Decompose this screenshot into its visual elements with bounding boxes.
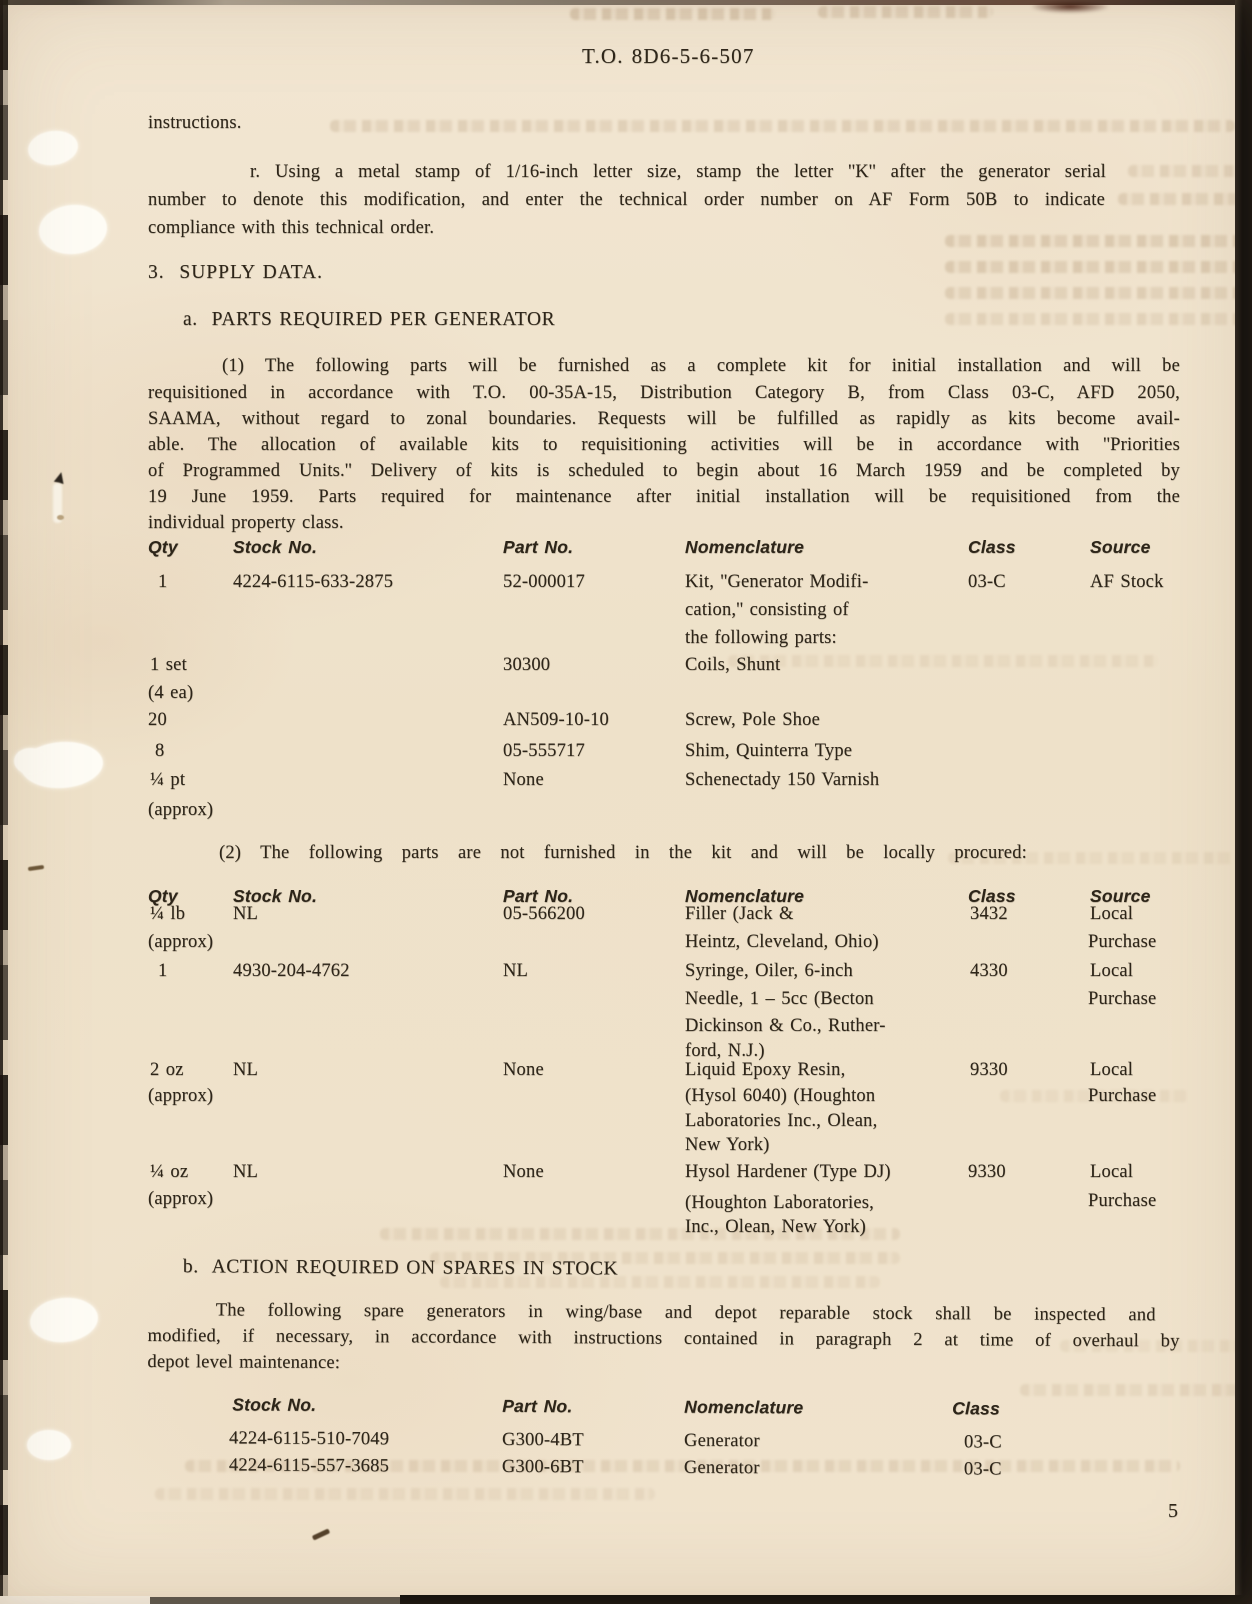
table3-header-part: Part No.: [502, 1395, 573, 1417]
table1-row2-nomen: Coils, Shunt: [685, 655, 781, 675]
table3-row1-part: G300-4BT: [501, 1429, 584, 1451]
table1-row1-nomen-3: the following parts:: [685, 628, 837, 648]
table2-row4-qty-2: (approx): [148, 1189, 214, 1209]
para-1-line-2: requisitioned in accordance with T.O. 00-35A-15, Distribution Category B, from Class 03-C, AFD 2050,: [148, 383, 1180, 403]
para-r-line-2: number to denote this modification, and enter the technical order number on AF Form 50B to indicate: [148, 190, 1105, 210]
table2-row4-part: None: [503, 1162, 544, 1182]
table1-row4-nomen: Shim, Quinterra Type: [685, 741, 853, 761]
table3-row1-class: 03-C: [963, 1432, 1002, 1453]
table2-row1-nomen-1: Filler (Jack &: [685, 904, 794, 924]
table1-row1-class: 03-C: [968, 572, 1006, 592]
table2-row1-class: 3432: [970, 904, 1008, 924]
table2-row2-class: 4330: [970, 961, 1008, 981]
table1-row1-stock: 4224-6115-633-2875: [233, 572, 394, 592]
table2-row1-source-1: Local: [1090, 904, 1134, 924]
table1-row2-qty-2: (4 ea): [148, 683, 194, 703]
instructions-fragment: instructions.: [148, 113, 242, 133]
table2-header-nomenclature: Nomenclature: [685, 886, 805, 906]
para-b-line-2: modified, if necessary, in accordance with instructions contained in paragraph 2 at time of overhaul by: [147, 1325, 1180, 1352]
table3-row2-stock: 4224-6115-557-3685: [228, 1455, 390, 1477]
table2-header-stock: Stock No.: [233, 886, 318, 906]
table1-row3-qty: 20: [148, 710, 167, 730]
table2-row2-part: NL: [503, 961, 529, 981]
table1-header-part: Part No.: [503, 537, 574, 557]
table3-header-stock: Stock No.: [232, 1394, 317, 1415]
table2-row4-source-1: Local: [1090, 1162, 1134, 1182]
table2-row4-source-2: Purchase: [1088, 1191, 1157, 1211]
table2-header-qty: Qty: [148, 886, 178, 906]
table2-row4-stock: NL: [233, 1162, 259, 1182]
para-1-line-7: individual property class.: [148, 513, 344, 533]
table2-row3-part: None: [503, 1060, 544, 1080]
table1-row1-part: 52-000017: [503, 572, 585, 592]
table1-row3-nomen: Screw, Pole Shoe: [685, 710, 820, 730]
table2-row3-stock: NL: [233, 1060, 259, 1080]
para-r-line-3: compliance with this technical order.: [148, 218, 435, 238]
table2-row3-source-2: Purchase: [1088, 1086, 1157, 1106]
table1-row2-part: 30300: [503, 655, 551, 675]
table2-row4-nomen-3: Inc., Olean, New York): [685, 1217, 867, 1237]
heading-parts-required: a. PARTS REQUIRED PER GENERATOR: [183, 309, 556, 330]
para-1-line-5: of Programmed Units.'' Delivery of kits is scheduled to begin about 16 March 1959 and be completed by: [148, 461, 1180, 481]
table1-header-qty: Qty: [148, 537, 178, 557]
table2-row1-source-2: Purchase: [1088, 932, 1157, 952]
para-1-line-6: 19 June 1959. Parts required for maintenance after initial installation will be requisitioned from the: [148, 487, 1180, 507]
table2-row2-nomen-1: Syringe, Oiler, 6-inch: [685, 961, 853, 981]
table2-row1-qty-1: ¼ lb: [150, 904, 186, 924]
table2-row2-nomen-3: Dickinson & Co., Ruther-: [685, 1016, 886, 1036]
table3-header-class: Class: [952, 1398, 1000, 1419]
table2-row1-nomen-2: Heintz, Cleveland, Ohio): [685, 932, 879, 952]
table2-row1-part: 05-566200: [503, 904, 585, 924]
para-b-line-3: depot level maintenance:: [147, 1351, 341, 1374]
table2-row3-source-1: Local: [1090, 1060, 1134, 1080]
table1-header-class: Class: [968, 537, 1016, 557]
table3-row2-nomen: Generator: [683, 1457, 760, 1479]
heading-action-required: b. ACTION REQUIRED ON SPARES IN STOCK: [182, 1256, 619, 1280]
table1-row1-source: AF Stock: [1090, 572, 1164, 592]
table2-row3-nomen-3: Laboratories Inc., Olean,: [685, 1111, 878, 1131]
table1-row4-part: 05-555717: [503, 741, 585, 761]
table2-row3-nomen-1: Liquid Epoxy Resin,: [685, 1060, 846, 1080]
para-1-line-3: SAAMA, without regard to zonal boundaries. Requests will be fulfilled as rapidly as kits become avail-: [148, 409, 1180, 429]
table1-row5-qty-2: (approx): [148, 800, 214, 820]
table1-row1-qty: 1: [158, 572, 168, 592]
table3-row2-part: G300-6BT: [501, 1456, 584, 1478]
table3-row1-stock: 4224-6115-510-7049: [228, 1428, 390, 1450]
table2-header-part: Part No.: [503, 886, 574, 906]
table2-row2-source-2: Purchase: [1088, 989, 1157, 1009]
page-number: 5: [1168, 1500, 1179, 1522]
table3-row2-class: 03-C: [963, 1459, 1002, 1480]
table1-header-nomenclature: Nomenclature: [685, 537, 805, 557]
table2-row2-source-1: Local: [1090, 961, 1134, 981]
table3-row1-nomen: Generator: [683, 1430, 760, 1452]
table1-header-source: Source: [1090, 537, 1151, 557]
table2-row2-stock: 4930-204-4762: [233, 961, 350, 981]
table2-row1-qty-2: (approx): [148, 932, 214, 952]
table1-row5-nomen: Schenectady 150 Varnish: [685, 770, 880, 790]
table2-row3-qty-1: 2 oz: [150, 1060, 184, 1080]
para-b-line-1: The following spare generators in wing/base and depot reparable stock shall be inspected and: [215, 1300, 1156, 1326]
para-r-line-1: r. Using a metal stamp of 1/16-inch letter size, stamp the letter ''K'' after the generator serial: [250, 162, 1106, 182]
table1-row4-qty: 8: [155, 741, 165, 761]
para-1-line-4: able. The allocation of available kits to requisitioning activities will be in accordance with ''Priorities: [148, 435, 1180, 455]
table1-row5-qty-1: ¼ pt: [150, 770, 186, 790]
table2-row1-stock: NL: [233, 904, 259, 924]
table1-row1-nomen-1: Kit, ''Generator Modifi-: [685, 572, 869, 592]
table1-row2-qty-1: 1 set: [150, 655, 187, 675]
table2-row3-qty-2: (approx): [148, 1086, 214, 1106]
table2-row2-nomen-2: Needle, 1 – 5cc (Becton: [685, 989, 874, 1009]
table1-row3-part: AN509-10-10: [503, 710, 609, 730]
table1-row5-part: None: [503, 770, 544, 790]
table2-row4-class: 9330: [968, 1162, 1006, 1182]
table2-row2-nomen-4: ford, N.J.): [685, 1041, 765, 1061]
table2-header-class: Class: [968, 886, 1016, 906]
table2-row4-nomen-1: Hysol Hardener (Type DJ): [685, 1162, 891, 1182]
table2-row4-nomen-2: (Houghton Laboratories,: [685, 1193, 874, 1213]
table2-row2-qty: 1: [158, 961, 168, 981]
table2-row3-nomen-4: New York): [685, 1135, 770, 1155]
table2-header-source: Source: [1090, 886, 1151, 906]
table2-row4-qty-1: ¼ oz: [150, 1162, 189, 1182]
heading-supply-data: 3. SUPPLY DATA.: [148, 262, 323, 283]
para-1-line-1: (1) The following parts will be furnished as a complete kit for initial installation and will be: [222, 356, 1180, 376]
table1-header-stock: Stock No.: [233, 537, 318, 557]
table3-header-nomenclature: Nomenclature: [684, 1396, 804, 1418]
table2-row3-class: 9330: [970, 1060, 1008, 1080]
to-number-header: T.O. 8D6-5-6-507: [582, 44, 755, 68]
table1-row1-nomen-2: cation,'' consisting of: [685, 600, 849, 620]
table2-row3-nomen-2: (Hysol 6040) (Houghton: [685, 1086, 876, 1106]
para-2: (2) The following parts are not furnished in the kit and will be locally procured:: [219, 843, 1027, 863]
